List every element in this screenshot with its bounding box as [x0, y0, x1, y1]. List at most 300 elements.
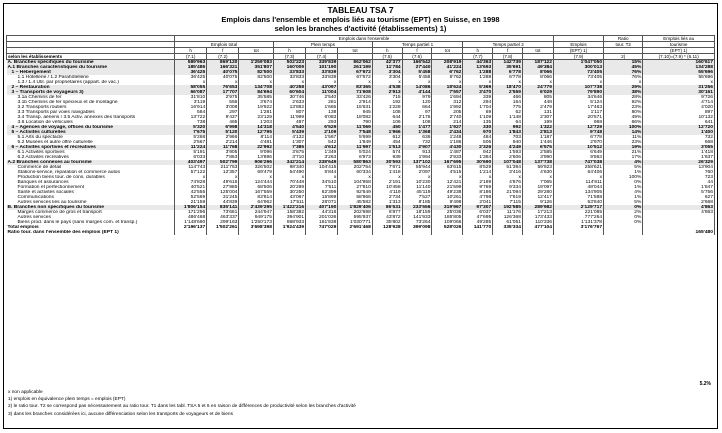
- cell-value: 1'502'261: [207, 225, 239, 230]
- row-label: 5 – Activités culturelles: [7, 130, 175, 135]
- cell-value: 137'738: [522, 160, 553, 165]
- cell-value: 2%: [604, 210, 643, 215]
- row-label-header: selon les établissements: [7, 54, 175, 60]
- cell-value: 715: [372, 95, 402, 100]
- cell-value: 805: [522, 95, 553, 100]
- cell-value: [604, 230, 643, 235]
- cell-value: 205: [432, 110, 463, 115]
- cell-value: 92'649: [338, 190, 373, 195]
- cell-value: 979: [402, 95, 432, 100]
- cell-value: 114'911: [554, 180, 604, 185]
- cell-value: 110'336: [522, 220, 553, 225]
- cell-value: 2'913: [372, 90, 402, 95]
- cell-value: 992: [493, 125, 523, 130]
- cell-value: 126'368: [493, 215, 523, 220]
- cell-value: 73'661: [207, 210, 239, 215]
- cell-value: 0%: [604, 205, 643, 210]
- cell-value: 1'927: [432, 125, 463, 130]
- cell-value: 2'129'717: [554, 205, 604, 210]
- cell-value: 108: [372, 110, 402, 115]
- cell-value: 83'365: [338, 85, 373, 90]
- cell-value: 62'399: [306, 190, 338, 195]
- cell-value: 403'497: [175, 160, 207, 165]
- cell-value: 4'249: [493, 145, 523, 150]
- cell-value: 945: [338, 110, 373, 115]
- row-label: Total emplois: [7, 225, 175, 230]
- cell-value: 0%: [604, 180, 643, 185]
- cell-value: 319'967: [432, 205, 463, 210]
- row-label: 2 – Restauration: [7, 85, 175, 90]
- cell-value: 4%: [604, 190, 643, 195]
- cell-value: 17'463: [554, 105, 604, 110]
- cell-value: [522, 230, 553, 235]
- cell-value: 47'695: [463, 215, 493, 220]
- cell-value: 1'131'378: [554, 220, 604, 225]
- cell-value: 1'829'406: [338, 205, 373, 210]
- cell-value: 497: [273, 120, 305, 125]
- cell-value: 70'448: [273, 180, 305, 185]
- cell-value: 84'694: [239, 90, 274, 95]
- cell-value: 106: [372, 120, 402, 125]
- cell-value: 7'065: [522, 180, 553, 185]
- cell-value: 5'699: [338, 135, 373, 140]
- cell-value: 42'377: [372, 60, 402, 66]
- cell-value: 5'458: [402, 75, 432, 80]
- cell-value: 45%: [604, 65, 643, 70]
- cell-value: 2'585: [522, 150, 553, 155]
- row-label: 3.1a Chemins de fer: [7, 95, 175, 100]
- cell-value: 7'385: [273, 145, 305, 150]
- cell-value: 775: [493, 105, 523, 110]
- cell-value: 187'122: [522, 60, 553, 66]
- cell-value: 30'746: [273, 95, 305, 100]
- row-label: 3.3 Transports par voies navigables: [7, 110, 175, 115]
- cell-value: 2'196'137: [175, 225, 207, 230]
- cell-value: 528'026: [432, 225, 463, 230]
- cell-value: 339: [463, 95, 493, 100]
- cell-value: 627: [643, 195, 715, 200]
- cell-value: 4'798: [463, 195, 493, 200]
- cell-value: 30'250: [273, 190, 305, 195]
- cell-value: 11'224: [175, 145, 207, 150]
- cell-value: 2'691'468: [338, 225, 373, 230]
- cell-value: 6'778: [493, 75, 523, 80]
- cell-value: 12'720: [643, 125, 715, 130]
- cell-value: 2'097: [402, 170, 432, 175]
- cell-value: 2'109: [306, 130, 338, 135]
- cell-value: [338, 230, 373, 235]
- cell-value: 542: [306, 140, 338, 145]
- cell-value: 66%: [604, 120, 643, 125]
- cell-value: 11'140: [402, 185, 432, 190]
- subheader-f: f: [207, 48, 239, 54]
- cell-value: 16'914: [175, 105, 207, 110]
- cell-value: 10'261: [432, 195, 463, 200]
- cell-value: 636: [402, 135, 432, 140]
- row-label: Stations-service, réparation et commerce autos: [7, 170, 175, 175]
- cell-value: 5'439: [273, 130, 305, 135]
- cell-value: 2'439'295: [239, 205, 274, 210]
- cell-value: 185'486: [175, 65, 207, 70]
- cell-value: 36'425: [175, 70, 207, 75]
- cell-value: 76'653: [207, 85, 239, 90]
- cell-value: 29'280: [522, 190, 553, 195]
- cell-value: 166'321: [207, 65, 239, 70]
- column-code: (7.7): [463, 54, 493, 60]
- cell-value: 1'418: [643, 150, 715, 155]
- cell-value: 1'487: [432, 150, 463, 155]
- header-ratio-2: tour. T2: [604, 42, 643, 48]
- cell-value: 31'245: [207, 195, 239, 200]
- cell-value: 10'512: [554, 145, 604, 150]
- cell-value: 777'264: [554, 215, 604, 220]
- cell-value: 57'122: [175, 170, 207, 175]
- cell-value: 6'762: [432, 75, 463, 80]
- row-label: 3 – Transports de voyageurs 3): [7, 90, 175, 95]
- cell-value: 1'806'154: [175, 205, 207, 210]
- cell-value: 1'847: [643, 185, 715, 190]
- cell-value: 664: [402, 105, 432, 110]
- cell-value: 17'707: [207, 90, 239, 95]
- cell-value: 68'506: [239, 185, 274, 190]
- cell-value: 1'843: [493, 130, 523, 135]
- cell-value: 33'839: [306, 70, 338, 75]
- cell-value: 9'334: [493, 185, 523, 190]
- cell-value: 299'163: [207, 220, 239, 225]
- cell-value: 100%: [604, 125, 643, 130]
- cell-value: 2'041: [463, 200, 493, 205]
- cell-value: [432, 230, 463, 235]
- cell-value: 1'250'173: [239, 220, 274, 225]
- cell-value: 21'599: [432, 185, 463, 190]
- cell-value: 293: [306, 120, 338, 125]
- cell-value: 49'384: [522, 65, 553, 70]
- cell-value: 5'268: [175, 135, 207, 140]
- cell-value: 2'540: [306, 95, 338, 100]
- document-frame: [3, 3, 718, 429]
- cell-value: 55'696: [643, 70, 715, 75]
- cell-value: 2'479: [522, 105, 553, 110]
- cell-value: 26'329: [643, 160, 715, 165]
- cell-value: 34'510: [306, 180, 338, 185]
- cell-value: 167'559: [239, 190, 274, 195]
- cell-value: 2'326: [463, 145, 493, 150]
- cell-value: 4'538: [372, 85, 402, 90]
- row-label: Commerce de détail: [7, 165, 175, 170]
- cell-value: 9'498: [432, 200, 463, 205]
- cell-value: x: [175, 175, 207, 180]
- cell-value: x: [554, 80, 604, 85]
- cell-value: 51'394: [493, 165, 523, 170]
- cell-value: 281: [306, 100, 338, 105]
- cell-value: 109'066: [432, 220, 463, 225]
- cell-value: x: [522, 175, 553, 180]
- cell-value: 5'844: [306, 170, 338, 175]
- cell-value: 1'030'771: [338, 220, 373, 225]
- subheader-h: h: [273, 48, 305, 54]
- cell-value: 98'340: [273, 165, 305, 170]
- cell-value: x: [402, 175, 432, 180]
- cell-value: 760: [643, 170, 715, 175]
- cell-value: 67'672: [338, 75, 373, 80]
- cell-value: 165'480: [643, 230, 715, 235]
- cell-value: 6'778: [493, 70, 523, 75]
- cell-value: 1'349: [306, 150, 338, 155]
- subheader-h: h: [372, 48, 402, 54]
- row-label: Marges commerce de gros et transport: [7, 210, 175, 215]
- cell-value: 21%: [604, 150, 643, 155]
- cell-value: 4%: [604, 160, 643, 165]
- subheader-f: f: [493, 48, 523, 54]
- cell-value: 1'259'083: [239, 60, 274, 66]
- cell-value: 35'691: [493, 65, 523, 70]
- cell-value: 351'807: [239, 65, 274, 70]
- ratio-total-percent: 5.2%: [699, 381, 711, 387]
- cell-value: 124'444: [239, 180, 274, 185]
- cell-value: 1%: [604, 170, 643, 175]
- cell-value: 23%: [604, 105, 643, 110]
- cell-value: 1'477: [402, 125, 432, 130]
- cell-value: 82'500: [239, 70, 274, 75]
- cell-value: 31'256: [643, 85, 715, 90]
- cell-value: 40'075: [207, 70, 239, 75]
- cell-value: 4'540: [273, 125, 305, 130]
- cell-value: 9'726: [643, 95, 715, 100]
- cell-value: 36'425: [175, 75, 207, 80]
- cell-value: 27'810: [338, 185, 373, 190]
- cell-value: 1'322: [522, 125, 553, 130]
- cell-value: 5'124: [554, 100, 604, 105]
- cell-value: 18'470: [493, 85, 523, 90]
- header-ratio: Ratio: [604, 36, 643, 42]
- cell-value: 30'690: [463, 160, 493, 165]
- cell-value: 0%: [604, 220, 643, 225]
- row-label: Production biens tour. de cons. durables: [7, 175, 175, 180]
- cell-value: 4'630: [522, 170, 553, 175]
- column-code: 2): [604, 54, 643, 60]
- cell-value: 2'189: [463, 180, 493, 185]
- cell-value: 448: [522, 100, 553, 105]
- cell-value: 192: [372, 100, 402, 105]
- cell-value: 0%: [604, 215, 643, 220]
- cell-value: 48'044: [554, 185, 604, 190]
- cell-value: 300'013: [554, 65, 604, 70]
- cell-value: 4'863: [643, 210, 715, 215]
- cell-value: 12'421: [432, 180, 463, 185]
- cell-value: 14%: [604, 130, 643, 135]
- cell-value: 342'214: [273, 160, 305, 165]
- cell-value: 6'877: [372, 210, 402, 215]
- cell-value: 3'304: [372, 70, 402, 75]
- cell-value: 138: [306, 110, 338, 115]
- cell-value: 158'382: [273, 210, 305, 215]
- table-subtitle-2: selon les branches d'activité (établissements) 1): [274, 24, 447, 33]
- cell-value: 192'585: [493, 205, 523, 210]
- cell-value: 142'739: [493, 60, 523, 66]
- cell-value: 73'405: [554, 70, 604, 75]
- cell-value: 463'337: [207, 215, 239, 220]
- cell-value: 1%: [604, 195, 643, 200]
- cell-value: 97: [402, 110, 432, 115]
- cell-value: 5'756: [643, 190, 715, 195]
- cell-value: 2'559: [493, 90, 523, 95]
- cell-value: 11%: [604, 135, 643, 140]
- row-label: Autres services liés au tourisme: [7, 200, 175, 205]
- cell-value: x: [306, 175, 338, 180]
- cell-value: 940: [493, 140, 523, 145]
- cell-value: 5%: [604, 165, 643, 170]
- cell-value: 7'527: [402, 195, 432, 200]
- cell-value: 66'087: [175, 90, 207, 95]
- cell-value: 612: [372, 135, 402, 140]
- cell-value: 63'615: [432, 165, 463, 170]
- table-subtitle: Emplois dans l'ensemble et emplois liés au tourisme (EPT) en Suisse, en 1998: [221, 15, 500, 24]
- cell-value: 1'418: [372, 170, 402, 175]
- cell-value: x: [372, 175, 402, 180]
- cell-value: 15%: [604, 60, 643, 66]
- column-code: (7.6): [402, 54, 432, 60]
- cell-value: x: [338, 80, 373, 85]
- cell-value: x: [432, 80, 463, 85]
- cell-value: 62: [493, 110, 523, 115]
- cell-value: 185'805: [432, 215, 463, 220]
- cell-value: 13'722: [175, 115, 207, 120]
- cell-value: 399'098: [402, 225, 432, 230]
- cell-value: 134'905: [554, 190, 604, 195]
- cell-value: 502'799: [207, 160, 239, 165]
- cell-value: 949'175: [239, 215, 274, 220]
- cell-value: 59'923: [522, 165, 553, 170]
- cell-value: [175, 230, 207, 235]
- cell-value: 137'102: [402, 160, 432, 165]
- cell-value: 238'649: [306, 160, 338, 165]
- cell-value: 43'872: [372, 215, 402, 220]
- cell-value: 6'037: [463, 210, 493, 215]
- cell-value: 8'186: [463, 190, 493, 195]
- cell-value: 1'422'216: [273, 205, 305, 210]
- cell-value: 6'973: [338, 155, 373, 160]
- cell-value: 9'126: [522, 200, 553, 205]
- cell-value: 19%: [604, 145, 643, 150]
- cell-value: 54'490: [273, 170, 305, 175]
- subheader-tourisme-ept: (EPT) 1): [643, 48, 715, 54]
- subheader-f: f: [402, 48, 432, 54]
- row-label: Communications: [7, 195, 175, 200]
- cell-value: 258'621: [554, 165, 604, 170]
- cell-value: [493, 230, 523, 235]
- cell-value: 33'833: [273, 75, 305, 80]
- cell-value: 2'633: [273, 100, 305, 105]
- cell-value: 74'828: [175, 180, 207, 185]
- cell-value: 49'285: [463, 220, 493, 225]
- cell-value: 125'004: [207, 190, 239, 195]
- cell-value: x: [463, 80, 493, 85]
- cell-value: 17%: [604, 155, 643, 160]
- cell-value: 44: [643, 180, 715, 185]
- cell-value: 60'334: [338, 170, 373, 175]
- cell-value: x: [402, 80, 432, 85]
- column-code: (7.8): [493, 54, 523, 60]
- column-code: (7.1): [175, 54, 207, 60]
- cell-value: x: [273, 80, 305, 85]
- cell-value: 3'470: [463, 90, 493, 95]
- footnote: 3) dans les branches considérées ici, aucune différenciation selon les transports de voyageurs et de biens: [8, 411, 233, 417]
- row-label: Biens prod. dans le pays (sans marges com. et transp.): [7, 220, 175, 225]
- cell-value: 166'542: [402, 60, 432, 66]
- header-ensemble: Emplois dans l'ensemble: [175, 36, 554, 42]
- cell-value: 134'708: [239, 85, 274, 90]
- cell-value: 55'944: [402, 165, 432, 170]
- header-plein: Plein temps: [273, 42, 372, 48]
- cell-value: 1'849: [338, 140, 373, 145]
- cell-value: 574: [372, 150, 402, 155]
- header-emplois: Emplois: [554, 42, 604, 48]
- cell-value: 2'214: [207, 140, 239, 145]
- cell-value: 1'368: [402, 130, 432, 135]
- cell-value: 4'876: [493, 180, 523, 185]
- cell-value: 6'998: [207, 125, 239, 130]
- cell-value: 128'928: [372, 225, 402, 230]
- cell-value: 5'320: [175, 125, 207, 130]
- row-label: Ratio tour. dans l'ensemble des emplois (EPT 1): [7, 230, 175, 235]
- cell-value: 211'753: [207, 165, 239, 170]
- row-label: A.2 Branches connexes au tourisme: [7, 160, 175, 165]
- cell-value: 3'710: [273, 155, 305, 160]
- cell-value: 114'743: [175, 165, 207, 170]
- cell-value: 69'479: [239, 170, 274, 175]
- cell-value: 732: [643, 135, 715, 140]
- row-label: 3.2 Transports routiers: [7, 105, 175, 110]
- cell-value: 897: [643, 110, 715, 115]
- column-code: (7.2): [207, 54, 239, 60]
- cell-value: 1'214: [463, 170, 493, 175]
- header-tourisme: Emplois liés au: [643, 36, 715, 42]
- row-label: 6 – Activités sportives et récréatives: [7, 145, 175, 150]
- cell-value: 2'668: [643, 200, 715, 205]
- cell-value: 502'223: [273, 60, 305, 66]
- cell-value: 17'213: [522, 210, 553, 215]
- cell-value: 9'096: [239, 150, 274, 155]
- cell-value: 7'548: [338, 130, 373, 135]
- cell-value: 2'176: [402, 115, 432, 120]
- cell-value: [273, 230, 305, 235]
- cell-value: x: [207, 175, 239, 180]
- cell-value: 294: [463, 100, 493, 105]
- row-label: Autres services: [7, 215, 175, 220]
- row-label: 5.1 Arts du spectacle: [7, 135, 175, 140]
- cell-value: 4'863: [643, 205, 715, 210]
- cell-value: 58'966: [338, 195, 373, 200]
- subheader-tot: tot: [239, 48, 274, 54]
- cell-value: 1'704: [463, 105, 493, 110]
- cell-value: x: [493, 80, 523, 85]
- cell-value: 1%: [604, 185, 643, 190]
- cell-value: 18'624: [432, 85, 463, 90]
- cell-value: 1'694: [432, 95, 463, 100]
- cell-value: 107'048: [493, 160, 523, 165]
- cell-value: x: [493, 175, 523, 180]
- cell-value: 913: [402, 150, 432, 155]
- cell-value: 33'426: [338, 95, 373, 100]
- cell-value: 939: [372, 155, 402, 160]
- cell-value: 644: [372, 115, 402, 120]
- cell-value: 3'119: [175, 100, 207, 105]
- cell-value: 2'191: [372, 180, 402, 185]
- cell-value: 17'511: [273, 200, 305, 205]
- cell-value: 1'109: [463, 115, 493, 120]
- cell-value: 5%: [604, 200, 643, 205]
- cell-value: 12'795: [239, 130, 274, 135]
